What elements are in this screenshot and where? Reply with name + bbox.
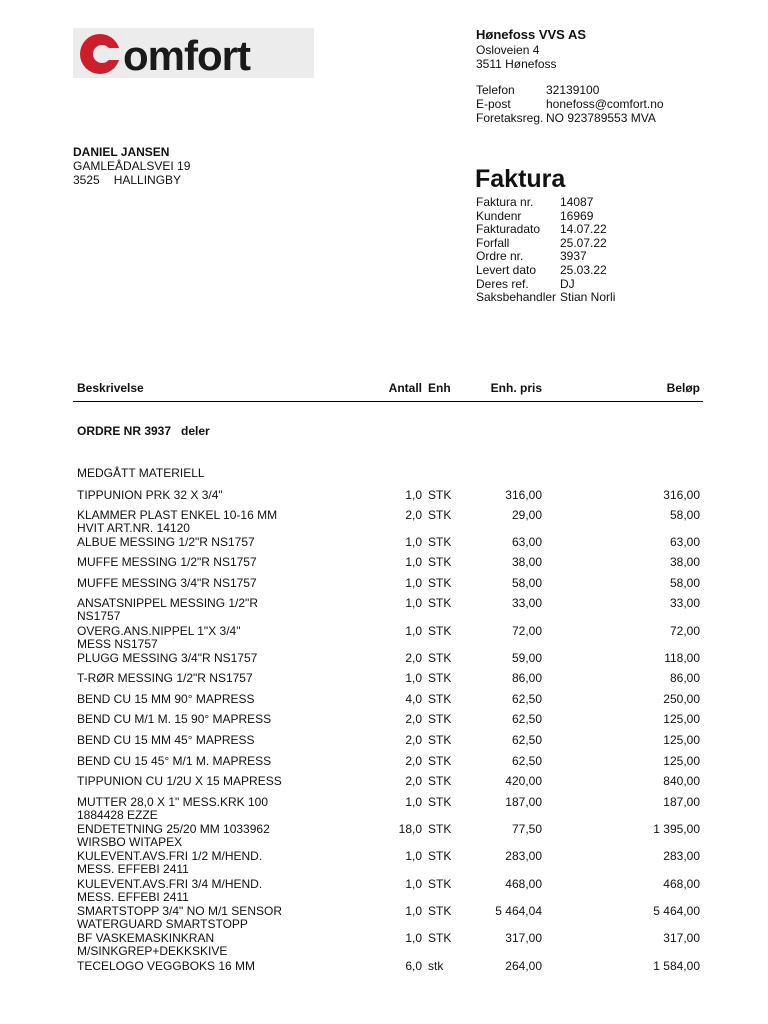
invoice-field-label: Saksbehandler: [476, 290, 557, 305]
item-unit-price: 38,00: [511, 555, 542, 569]
item-unit-price: 317,00: [505, 931, 542, 945]
table-header: [77, 382, 701, 396]
item-unit: STK: [428, 596, 452, 610]
item-unit: STK: [428, 774, 452, 788]
item-amount: 72,00: [669, 624, 700, 638]
invoice-field-value: DJ: [560, 276, 575, 291]
invoice-field-value: 3937: [560, 249, 587, 264]
item-description-line1: ALBUE MESSING 1/2"R NS1757: [77, 535, 255, 549]
customer-street: GAMLEÅDALSVEI 19: [73, 159, 191, 173]
item-amount: 1 395,00: [653, 822, 700, 836]
reg-label: Foretaksreg.: [476, 111, 544, 125]
item-unit-price: 29,00: [511, 508, 542, 522]
order-heading: [77, 424, 210, 438]
item-amount: 250,00: [663, 692, 700, 706]
invoice-field-label: Forfall: [476, 235, 510, 250]
item-description-line1: KULEVENT.AVS.FRI 1/2 M/HEND.: [77, 849, 263, 863]
order-number: ORDRE NR 3937: [77, 424, 172, 438]
item-quantity: 1,0: [405, 576, 422, 590]
item-quantity: 1,0: [405, 488, 422, 502]
invoice-title: Faktura: [475, 165, 566, 193]
item-amount: 316,00: [663, 488, 700, 502]
invoice-field-label: Ordre nr.: [476, 249, 524, 264]
item-unit: STK: [428, 535, 452, 549]
item-unit: STK: [428, 822, 452, 836]
item-unit-price: 316,00: [505, 488, 542, 502]
item-quantity: 1,0: [405, 671, 422, 685]
item-description: [77, 625, 377, 651]
item-unit-price: 187,00: [505, 795, 542, 809]
item-description-line1: TECELOGO VEGGBOKS 16 MM: [77, 959, 256, 973]
item-unit-price: 468,00: [505, 877, 542, 891]
item-quantity: 1,0: [405, 877, 422, 891]
item-quantity: 4,0: [405, 692, 422, 706]
item-description: [77, 577, 377, 590]
invoice-field-value: 25.03.22: [560, 262, 607, 277]
item-amount: 58,00: [669, 508, 700, 522]
item-description: [77, 850, 377, 876]
item-amount: 1 584,00: [653, 959, 700, 973]
item-unit-price: 62,50: [511, 754, 542, 768]
invoice-field: [476, 250, 615, 264]
order-subtitle: deler: [181, 424, 210, 438]
item-description: [77, 693, 377, 706]
item-unit-price: 420,00: [505, 774, 542, 788]
company-street: Osloveien 4: [476, 43, 540, 57]
item-description-line2: NS1757: [77, 609, 121, 623]
item-description: [77, 489, 377, 502]
reg-value: NO 923789553 MVA: [546, 111, 656, 125]
item-unit-price: 5 464,04: [495, 904, 542, 918]
header-amount: Beløp: [666, 381, 700, 395]
invoice-field: [476, 264, 615, 278]
item-unit: STK: [428, 712, 452, 726]
item-description-line1: KLAMMER PLAST ENKEL 10-16 MM: [77, 508, 278, 522]
item-description-line2: HVIT ART.NR. 14120: [77, 521, 190, 535]
item-unit: STK: [428, 651, 452, 665]
item-unit-price: 283,00: [505, 849, 542, 863]
item-description: [77, 556, 377, 569]
invoice-field-value: 14087: [560, 195, 594, 209]
item-amount: 125,00: [663, 733, 700, 747]
item-description: [77, 652, 377, 665]
item-description: [77, 509, 377, 535]
item-quantity: 6,0: [405, 959, 422, 973]
invoice-field-label: Levert dato: [476, 262, 537, 277]
item-description-line2: MESS NS1757: [77, 637, 158, 651]
item-description-line1: MUFFE MESSING 1/2"R NS1757: [77, 555, 257, 569]
email-value: honefoss@comfort.no: [546, 97, 664, 111]
item-amount: 38,00: [669, 555, 700, 569]
invoice-field-value: Stian Norli: [560, 290, 616, 305]
item-description-line1: BEND CU 15 MM 45° MAPRESS: [77, 733, 255, 747]
comfort-logo-mark: [73, 28, 314, 78]
invoice-field-label: Deres ref.: [476, 276, 529, 291]
header-unit-price: Enh. pris: [490, 381, 542, 395]
section-title: MEDGÅTT MATERIELL: [77, 466, 205, 480]
item-amount: 5 464,00: [653, 904, 700, 918]
invoice-field: [476, 237, 615, 251]
item-unit: STK: [428, 877, 452, 891]
item-unit-price: 77,50: [511, 822, 542, 836]
item-unit-price: 58,00: [511, 576, 542, 590]
item-unit: STK: [428, 508, 452, 522]
item-description-line1: ENDETETNING 25/20 MM 1033962: [77, 822, 270, 836]
customer-name: DANIEL JANSEN: [73, 145, 170, 159]
item-amount: 187,00: [663, 795, 700, 809]
item-description: [77, 960, 377, 973]
item-description-line1: BEND CU M/1 M. 15 90° MAPRESS: [77, 712, 272, 726]
item-unit-price: 62,50: [511, 692, 542, 706]
phone-value: 32139100: [546, 83, 600, 97]
item-amount: 86,00: [669, 671, 700, 685]
item-unit: STK: [428, 733, 452, 747]
header-quantity: Antall: [388, 381, 422, 395]
item-description-line1: BEND CU 15 45° M/1 M. MAPRESS: [77, 754, 272, 768]
item-quantity: 2,0: [405, 754, 422, 768]
item-description-line1: BEND CU 15 MM 90° MAPRESS: [77, 692, 255, 706]
item-description: [77, 734, 377, 747]
customer-address: [73, 145, 190, 187]
invoice-field-value: 16969: [560, 208, 594, 223]
invoice-field: [476, 291, 615, 305]
invoice-field-label: Fakturadato: [476, 222, 541, 237]
item-unit: STK: [428, 576, 452, 590]
invoice-field-label: Kundenr: [476, 208, 522, 223]
item-unit: STK: [428, 754, 452, 768]
item-description-line1: T-RØR MESSING 1/2"R NS1757: [77, 671, 253, 685]
item-description: [77, 905, 377, 931]
item-unit: STK: [428, 795, 452, 809]
item-description: [77, 672, 377, 685]
invoice-field-value: 25.07.22: [560, 235, 607, 250]
invoice-field: [476, 278, 615, 292]
item-unit: STK: [428, 488, 452, 502]
item-description-line2: MESS. EFFEBI 2411: [77, 862, 189, 876]
item-unit-price: 63,00: [511, 535, 542, 549]
invoice-field: [476, 196, 615, 210]
item-description-line1: KULEVENT.AVS.FRI 3/4 M/HEND.: [77, 877, 263, 891]
item-unit: STK: [428, 931, 452, 945]
invoice-field-label: Faktura nr.: [476, 195, 534, 209]
item-description: [77, 536, 377, 549]
item-quantity: 1,0: [405, 555, 422, 569]
item-description-line1: OVERG.ANS.NIPPEL 1"X 3/4": [77, 624, 241, 638]
item-amount: 468,00: [663, 877, 700, 891]
item-description: [77, 775, 377, 788]
item-unit: STK: [428, 555, 452, 569]
item-quantity: 2,0: [405, 712, 422, 726]
item-description-line1: SMARTSTOPP 3/4" NO M/1 SENSOR: [77, 904, 282, 918]
item-description-line2: MESS. EFFEBI 2411: [77, 890, 189, 904]
item-description: [77, 878, 377, 904]
email-label: E-post: [476, 97, 511, 111]
item-quantity: 1,0: [405, 931, 422, 945]
item-amount: 317,00: [663, 931, 700, 945]
item-unit-price: 72,00: [511, 624, 542, 638]
item-quantity: 1,0: [405, 795, 422, 809]
item-unit: STK: [428, 671, 452, 685]
item-unit-price: 86,00: [511, 671, 542, 685]
invoice-field: [476, 210, 615, 224]
company-logo: [73, 28, 314, 78]
item-description: [77, 932, 377, 958]
company-name: Hønefoss VVS AS: [476, 27, 587, 42]
item-unit-price: 33,00: [511, 596, 542, 610]
item-unit-price: 59,00: [511, 651, 542, 665]
item-unit-price: 62,50: [511, 733, 542, 747]
item-amount: 125,00: [663, 754, 700, 768]
invoice-field: [476, 223, 615, 237]
item-description-line1: MUFFE MESSING 3/4"R NS1757: [77, 576, 257, 590]
item-description: [77, 755, 377, 768]
item-unit: STK: [428, 904, 452, 918]
customer-city: HALLINGBY: [113, 173, 182, 187]
logo-wordmark: omfort: [123, 32, 250, 78]
company-address: [476, 28, 586, 71]
item-description-line2: WATERGUARD SMARTSTOPP: [77, 917, 248, 931]
header-unit: Enh: [428, 381, 451, 395]
item-description: [77, 713, 377, 726]
item-unit: STK: [428, 849, 452, 863]
item-amount: 58,00: [669, 576, 700, 590]
item-quantity: 2,0: [405, 651, 422, 665]
item-description-line1: ANSATSNIPPEL MESSING 1/2"R: [77, 596, 258, 610]
item-amount: 840,00: [663, 774, 700, 788]
item-quantity: 1,0: [405, 849, 422, 863]
item-description: [77, 796, 377, 822]
phone-label: Telefon: [476, 83, 515, 97]
item-description: [77, 597, 377, 623]
item-unit: STK: [428, 624, 452, 638]
item-unit-price: 62,50: [511, 712, 542, 726]
header-divider: [73, 401, 703, 402]
item-quantity: 2,0: [405, 774, 422, 788]
header-description: Beskrivelse: [77, 381, 144, 395]
item-amount: 33,00: [669, 596, 700, 610]
company-contact: [476, 83, 664, 125]
item-quantity: 1,0: [405, 535, 422, 549]
item-unit: STK: [428, 692, 452, 706]
item-quantity: 18,0: [398, 822, 422, 836]
item-quantity: 1,0: [405, 904, 422, 918]
item-quantity: 1,0: [405, 624, 422, 638]
item-unit-price: 264,00: [505, 959, 542, 973]
item-description-line1: TIPPUNION CU 1/2U X 15 MAPRESS: [77, 774, 282, 788]
item-description: [77, 823, 377, 849]
item-description-line1: PLUGG MESSING 3/4"R NS1757: [77, 651, 258, 665]
item-amount: 118,00: [664, 651, 700, 665]
item-description-line1: TIPPUNION PRK 32 X 3/4": [77, 488, 223, 502]
item-description-line1: MUTTER 28,0 X 1" MESS.KRK 100: [77, 795, 268, 809]
customer-zip: 3525: [73, 173, 100, 187]
item-amount: 283,00: [663, 849, 700, 863]
item-quantity: 1,0: [405, 596, 422, 610]
invoice-meta: [476, 196, 615, 305]
item-description-line2: 1884428 EZZE: [77, 808, 158, 822]
item-amount: 63,00: [669, 535, 700, 549]
item-quantity: 2,0: [405, 733, 422, 747]
invoice-field-value: 14.07.22: [560, 222, 607, 237]
item-unit: stk: [428, 959, 444, 973]
item-quantity: 2,0: [405, 508, 422, 522]
item-description-line1: BF VASKEMASKINKRAN: [77, 931, 215, 945]
item-description-line2: WIRSBO WITAPEX: [77, 835, 183, 849]
item-description-line2: M/SINKGREP+DEKKSKIVE: [77, 944, 228, 958]
company-city: 3511 Hønefoss: [476, 57, 557, 71]
item-amount: 125,00: [663, 712, 700, 726]
